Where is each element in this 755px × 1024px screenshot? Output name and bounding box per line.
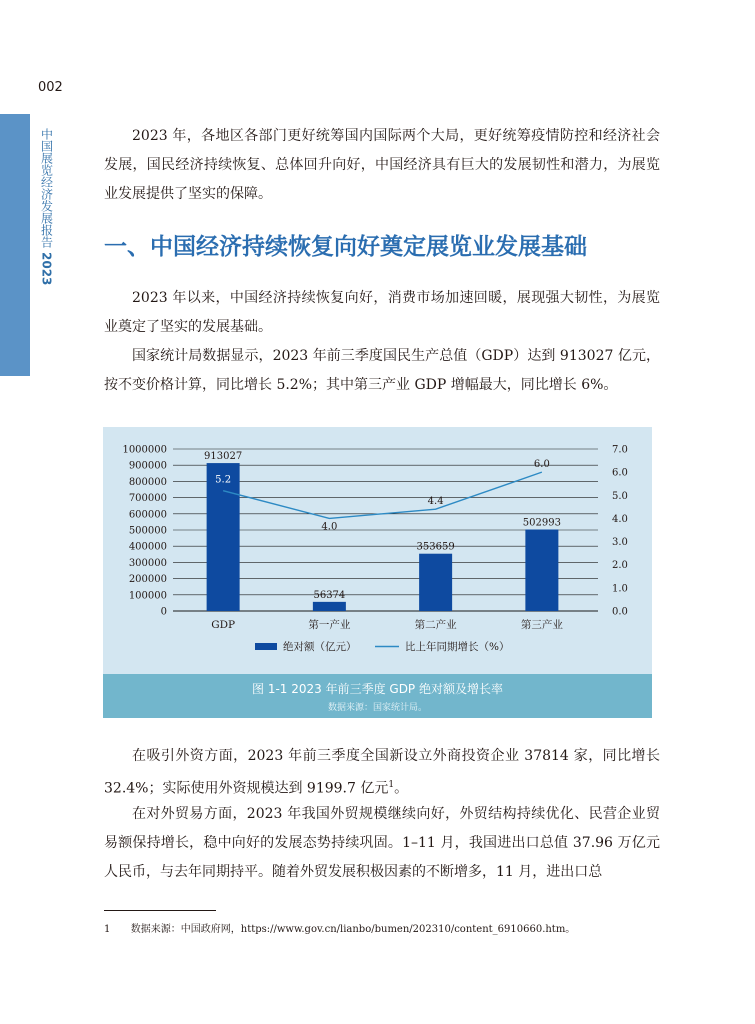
x-tick-label: 第一产业 [308,619,351,631]
chart-caption-box [103,674,652,718]
paragraph-foreign-investment [104,742,660,804]
growth-line [223,472,542,518]
footnote-rule [104,910,216,911]
y-right-tick-label: 2.0 [612,560,628,572]
x-tick-label: 第二产业 [414,619,457,631]
section-heading: 一、中国经济持续恢复向好奠定展览业发展基础 [104,234,587,260]
y-left-tick-label: 300000 [128,557,167,569]
chart-caption: 图 1-1 2023 年前三季度 GDP 绝对额及增长率 [252,682,503,696]
bar [419,554,452,611]
y-left-tick-label: 400000 [128,541,167,553]
y-right-tick-label: 7.0 [612,444,628,456]
y-left-tick-label: 600000 [128,509,167,521]
footnote [104,920,575,935]
y-right-tick-label: 0.0 [612,606,628,618]
side-label-year: 2023 [39,252,54,286]
paragraph-foreign-trade: 在对外贸易方面，2023 年我国外贸规模继续向好，外贸结构持续优化、民营企业贸易额保持增长，稳中向好的发展态势持续巩固。1–11 月，我国进出口总值 37.96 万亿元人民币，与去年同期持平。随着外贸发展积极因素的不断增多，11 月，进出口总 [104,806,660,880]
footnote-text: 数据来源：中国政府网，https://www.gov.cn/lianbo/bumen/202310/content_6910660.htm。 [130,924,576,935]
x-tick-label: 第三产业 [520,619,563,631]
y-right-tick-label: 6.0 [612,467,628,479]
gdp-chart [103,427,652,674]
page-number: 002 [38,80,63,95]
legend-label-line: 比上年同期增长（%） [405,641,510,653]
footnote-number: 1 [104,924,111,935]
paragraph-economy: 2023 年以来，中国经济持续恢复向好，消费市场加速回暖，展现强大韧性，为展览业奠定了坚实的发展基础。 [104,290,660,335]
paragraph-gdp: 国家统计局数据显示，2023 年前三季度国民生产总值（GDP）达到 913027 亿元，按不变价格计算，同比增长 5.2%；其中第三产业 GDP 增幅最大，同比增长 6%。 [104,348,660,393]
fdi-text-end: 。 [394,780,409,797]
line-data-label: 5.2 [215,474,232,486]
y-left-tick-label: 900000 [128,460,167,472]
paragraph-intro: 2023 年，各地区各部门更好统筹国内国际两个大局，更好统筹疫情防控和经济社会发展，国民经济持续恢复、总体回升向好，中国经济具有巨大的发展韧性和潜力，为展览业发展提供了坚实的保障。 [104,128,660,202]
bar-data-label: 353659 [416,541,455,553]
legend-label-bar: 绝对额（亿元） [283,641,357,653]
side-label-title: 中国展览经济发展报告 [39,128,54,248]
y-right-tick-label: 5.0 [612,490,628,502]
footnote-marker: 1 [388,780,395,790]
bar-data-label: 913027 [204,451,243,463]
y-right-tick-label: 4.0 [612,513,628,525]
bar [313,602,346,611]
line-data-label: 4.0 [321,521,338,533]
y-left-tick-label: 700000 [128,493,167,505]
y-left-tick-label: 0 [160,606,167,618]
chart-source: 数据来源：国家统计局。 [327,703,427,713]
y-left-tick-label: 100000 [128,590,167,602]
fdi-text: 在吸引外资方面，2023 年前三季度全国新设立外商投资企业 37814 家，同比增长 32.4%；实际使用外资规模达到 9199.7 亿元 [104,748,660,797]
y-left-tick-label: 500000 [128,525,167,537]
bar-data-label: 56374 [313,589,346,601]
line-data-label: 6.0 [533,459,550,471]
y-left-tick-label: 200000 [128,574,167,586]
bar [525,530,558,611]
bar-data-label: 502993 [522,517,561,529]
line-data-label: 4.4 [427,496,444,508]
y-right-tick-label: 1.0 [612,583,628,595]
chart-panel [103,427,652,674]
legend-swatch-bar [255,643,277,650]
y-left-tick-label: 1000000 [122,444,167,456]
y-right-tick-label: 3.0 [612,537,628,549]
y-left-tick-label: 800000 [128,476,167,488]
side-tab [0,114,30,376]
side-label [36,128,56,285]
x-tick-label: GDP [211,619,236,631]
